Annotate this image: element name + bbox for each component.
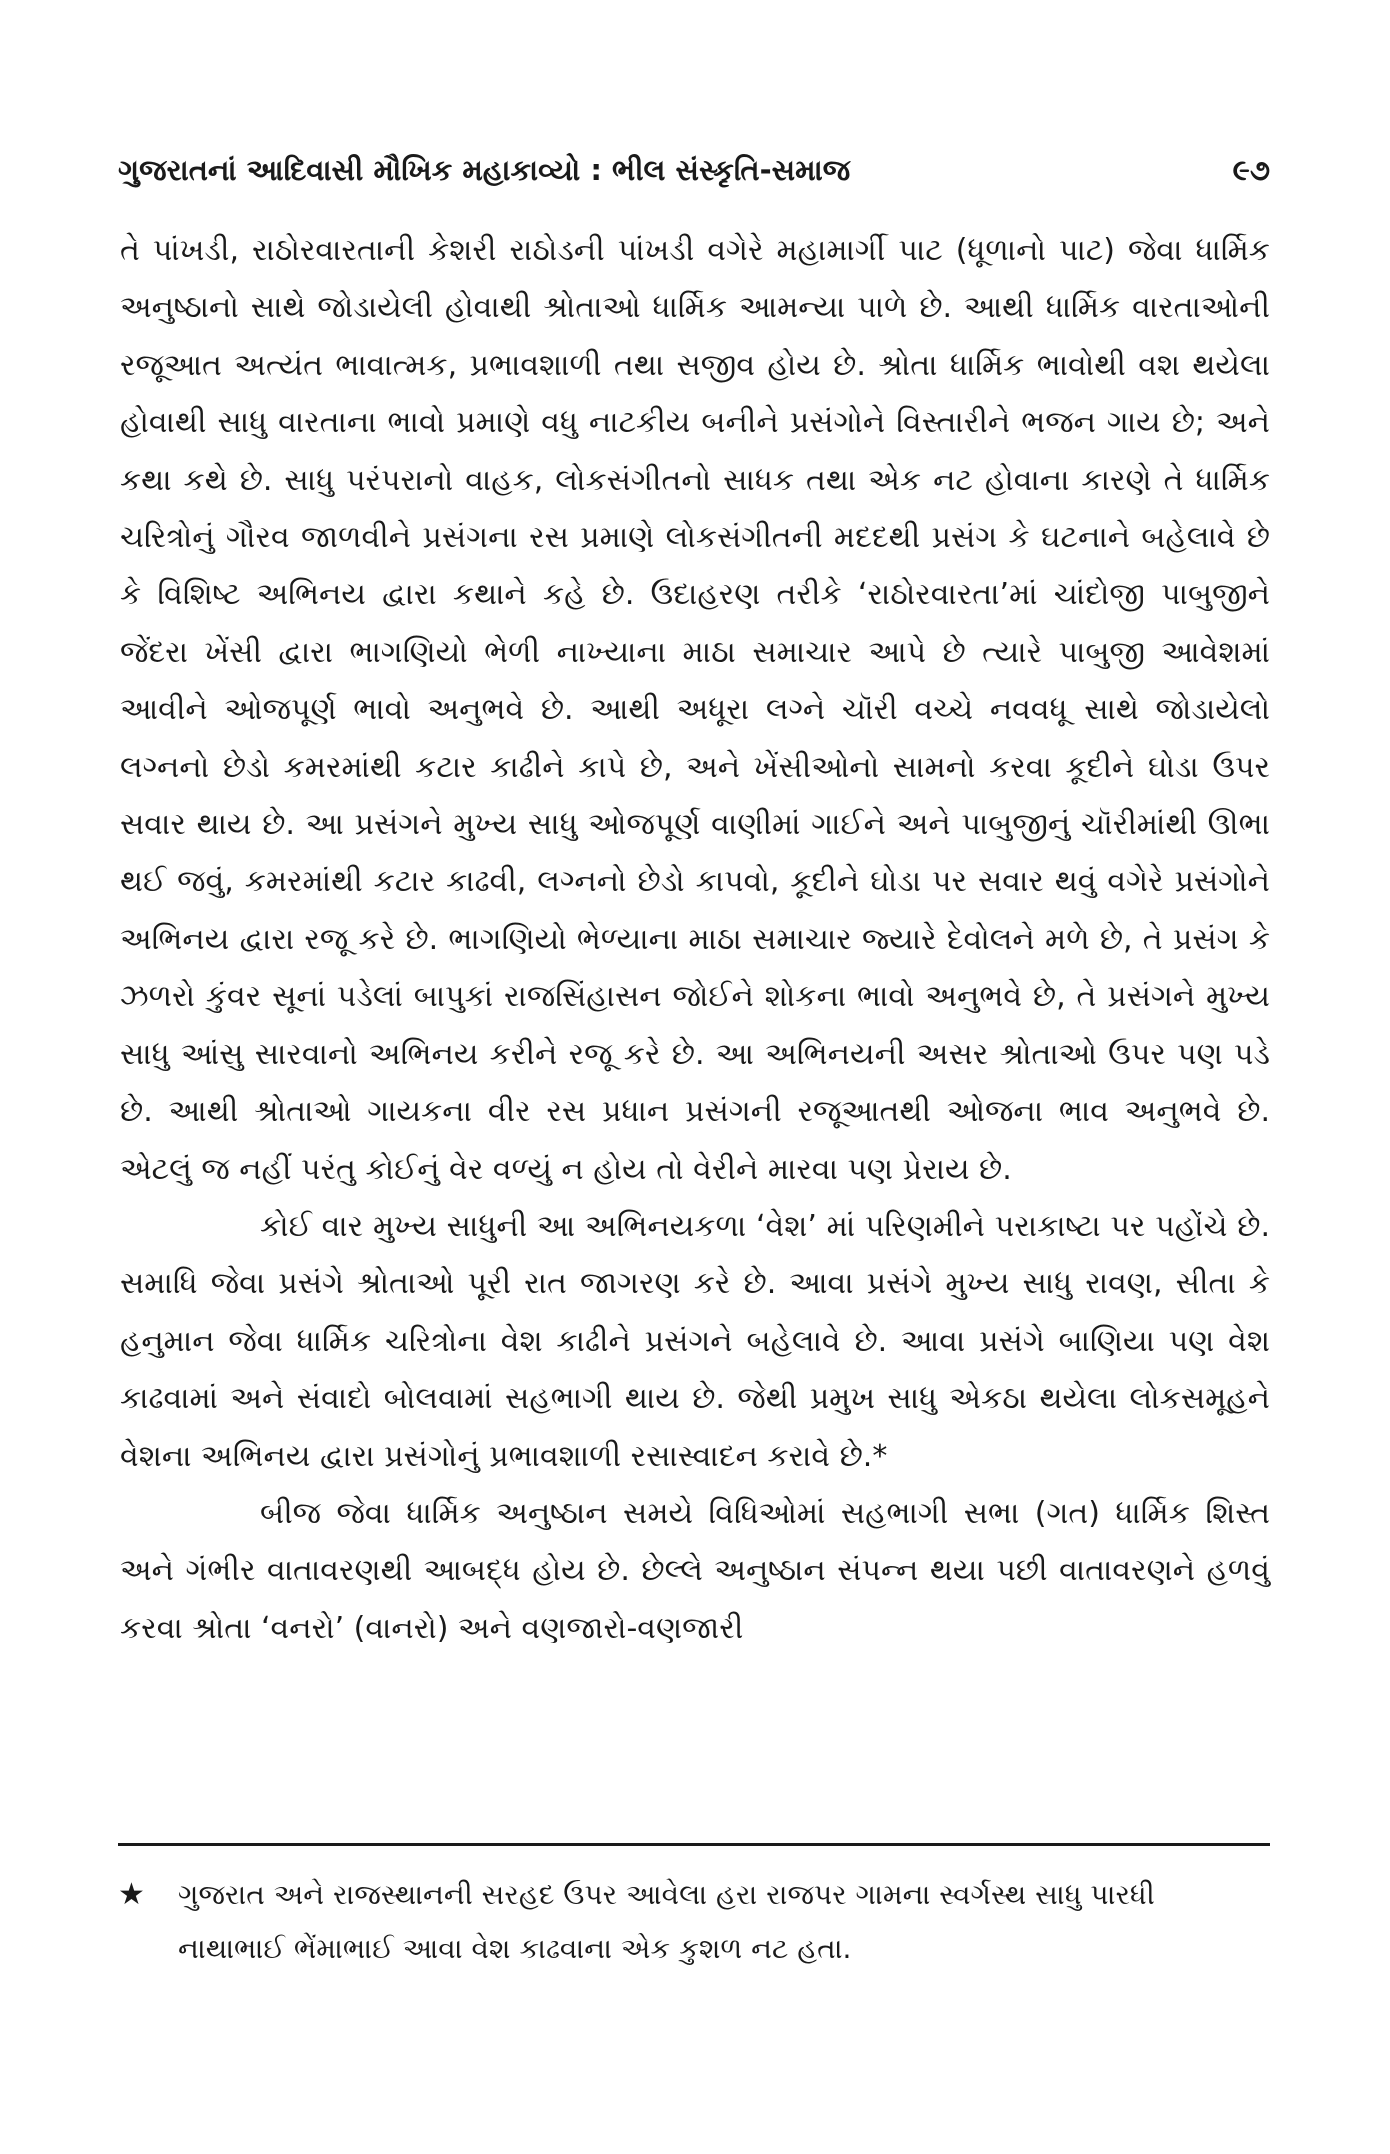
paragraph-1: તે પાંખડી, રાઠોરવારતાની કેશરી રાઠોડની પાંખડી વગેરે મહામાર્ગી પાટ (ધૂળાનો પાટ) જેવા ધાર્મિક અનુષ્ઠાનો સાથે જોડાયેલી હોવાથી શ્રોતાઓ ધાર્મિક આમન્યા પાળે છે. આથી ધાર્મિક વારતાઓની રજૂઆત અત્યંત ભાવાત્મક, પ્રભાવશાળી તથા સજીવ હોય છે. શ્રોતા ધાર્મિક ભાવોથી વશ થયેલા હોવાથી સાધુ વારતાના ભાવો પ્રમાણે વધુ નાટકીય બનીને પ્રસંગોને વિસ્તારીને ભજન ગાય છે; અને કથા કથે છે. સાધુ પરંપરાનો વાહક, લોકસંગીતનો સાધક તથા એક નટ હોવાના કારણે તે ધાર્મિક ચરિત્રોનું ગૌરવ જાળવીને પ્રસંગના રસ પ્રમાણે લોકસંગીતની મદદથી પ્રસંગ કે ઘટનાને બહેલાવે છે કે વિશિષ્ટ અભિનય દ્વારા કથાને કહે છે. ઉદાહરણ તરીકે ‘રાઠોરવારતા’માં ચાંદોજી પાબુજીને જેંદરા ખેંસી દ્વારા ભાગણિયો ભેળી નાખ્યાના માઠા સમાચાર આપે છે ત્યારે પાબુજી આવેશમાં આવીને ઓજપૂર્ણ ભાવો અનુભવે છે. આથી અધૂરા લગ્ને ચૉરી વચ્ચે નવવધૂ સાથે જોડાયેલો લગ્નનો છેડો કમરમાંથી કટાર કાઢીને કાપે છે, અને ખેંસીઓનો સામનો કરવા કૂદીને ઘોડા ઉપર સવાર થાય છે. આ પ્રસંગને મુખ્ય સાધુ ઓજપૂર્ણ વાણીમાં ગાઈને અને પાબુજીનું ચૉરીમાંથી ઊભા થઈ જવું, કમરમાંથી કટાર કાઢવી, લગ્નનો છેડો કાપવો, કૂદીને ઘોડા પર સવાર થવું વગેરે પ્રસંગોને અભિનય દ્વારા રજૂ કરે છે. ભાગણિયો ભેળ્યાના માઠા સમાચાર જ્યારે દેવોલને મળે છે, તે પ્રસંગ કે ઝળરો કુંવર સૂનાં પડેલાં બાપુકાં રાજસિંહાસન જોઈને શોકના ભાવો અનુભવે છે, તે પ્રસંગને મુખ્ય સાધુ આંસુ સારવાનો અભિનય કરીને રજૂ કરે છે. આ અભિનયની અસર શ્રોતાઓ ઉપર પણ પડે છે. આથી શ્રોતાઓ ગાયકના વીર રસ પ્રધાન પ્રસંગની રજૂઆતથી ઓજના ભાવ અનુભવે છે. એટલું જ નહીં પરંતુ કોઈનું વેર વળ્યું ન હોય તો વેરીને મારવા પણ પ્રેરાય છે.: [120, 233, 1270, 1187]
running-title: ગુજરાતનાં આદિવાસી મૌખિક મહાકાવ્યો : ભીલ સંસ્કૃતિ-સમાજ: [118, 153, 851, 187]
page-number: ૯૭: [1232, 153, 1270, 187]
paragraph-3: બીજ જેવા ધાર્મિક અનુષ્ઠાન સમયે વિધિઓમાં સહભાગી સભા (ગત) ધાર્મિક શિસ્ત અને ગંભીર વાતાવરણથી આબદ્ધ હોય છે. છેલ્લે અનુષ્ઠાન સંપન્ન થયા પછી વાતાવરણને હળવું કરવા શ્રોતા ‘વનરો’ (વાનરો) અને વણજારો-વણજારી: [120, 1495, 1270, 1646]
running-header: [118, 140, 1270, 188]
footnote: [118, 1868, 1270, 1976]
footnote-divider: [118, 1843, 1270, 1846]
paragraph-2: કોઈ વાર મુખ્ય સાધુની આ અભિનયકળા ‘વેશ’ માં પરિણમીને પરાકાષ્ટા પર પહોંચે છે. સમાધિ જેવા પ્રસંગે શ્રોતાઓ પૂરી રાત જાગરણ કરે છે. આવા પ્રસંગે મુખ્ય સાધુ રાવણ, સીતા કે હનુમાન જેવા ધાર્મિક ચરિત્રોના વેશ કાઢીને પ્રસંગને બહેલાવે છે. આવા પ્રસંગે બાણિયા પણ વેશ કાઢવામાં અને સંવાદો બોલવામાં સહભાગી થાય છે. જેથી પ્રમુખ સાધુ એકઠા થયેલા લોકસમૂહને વેશના અભિનય દ્વારા પ્રસંગોનું પ્રભાવશાળી રસાસ્વાદન કરાવે છે.*: [120, 1208, 1270, 1474]
footnote-text: ગુજરાત અને રાજસ્થાનની સરહદ ઉપર આવેલા હરા રાજપર ગામના સ્વર્ગસ્થ સાધુ પારધી નાથાભાઈ ભેંમાભાઈ આવા વેશ કાઢવાના એક કુશળ નટ હતા.: [178, 1878, 1155, 1965]
footnote-star-marker: ★: [118, 1877, 145, 1912]
body-text: [120, 222, 1270, 1657]
